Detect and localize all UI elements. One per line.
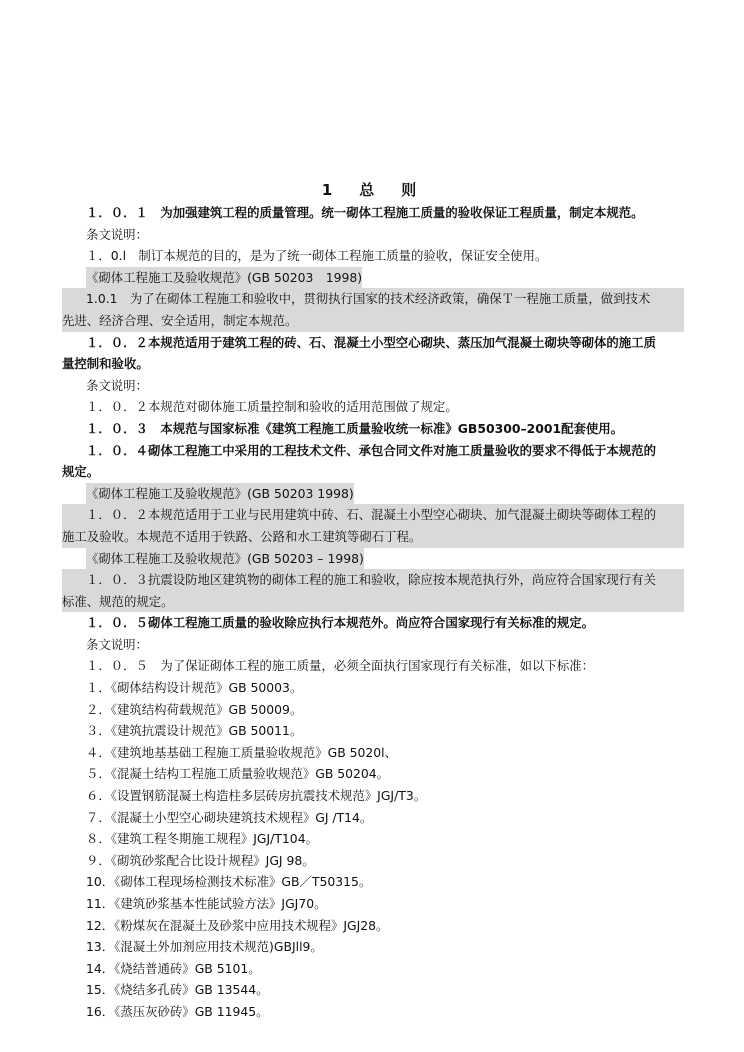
list-item: ７．《混凝土小型空心砌块建筑技术规程》GJ /T14。: [86, 809, 373, 825]
list-item: 15．《烧结多孔砖》GB 13544。: [86, 982, 269, 998]
reference-1-0-2-text-block: [62, 504, 684, 547]
section-1-0-5-heading: １．０．５砌体工程施工质量的验收除应执行本规范外。尚应符合国家现行有关标准的规定。: [86, 615, 595, 631]
section-1-0-4-heading-a: １．０．４砌体工程施工中采用的工程技术文件、承包合同文件对施工质量验收的要求不得低于本规范的: [86, 442, 656, 458]
reference-standard-1998-b: 《砌体工程施工及验收规范》(GB 50203 1998): [86, 483, 354, 505]
list-item: 10．《砌体工程现场检测技术标准》GB／T50315。: [86, 874, 372, 890]
reference-standard-1998-a: 《砌体工程施工及验收规范》(GB 50203 1998): [86, 267, 362, 289]
list-item: 12．《粉煤灰在混凝土及砂浆中应用技术规程》JGJ28。: [86, 917, 389, 933]
list-item: ４．《建筑地基基础工程施工质量验收规范》GB 5020l、: [86, 744, 398, 760]
list-item: ８．《建筑工程冬期施工规程》JGJ/T104。: [86, 831, 318, 847]
section-1-0-1-heading: １．０．１ 为加强建筑工程的质量管理。统一砌体工程施工质量的验收保证工程质量，制定本规范。: [86, 205, 644, 220]
reference-1-0-3-text-block: [62, 569, 684, 612]
reference-1-0-1-line-a: 1.0.1 为了在砌体工程施工和验收中，贯彻执行国家的技术经济政策，确保Ｔ一程施工质量，做到技术: [86, 291, 651, 307]
list-item: ９．《砌筑砂浆配合比设计规程》JGJ 98。: [86, 852, 315, 868]
commentary-1-0-2: １．０．２本规范对砌体施工质量控制和验收的适用范围做了规定。: [86, 399, 458, 415]
list-item: 13．《混凝土外加剂应用技术规范)GBJll9。: [86, 939, 323, 955]
reference-1-0-2-line-b: 施工及验收。本规范不适用于铁路、公路和水工建筑等砌石丁程。: [62, 528, 422, 544]
reference-1-0-2-line-a: １．０．２本规范适用于工业与民用建筑中砖、石、混凝土小型空心砌块、加气混凝土砌块等砌体工程的: [86, 507, 656, 523]
section-1-0-2-heading-a: １．０．２本规范适用于建筑工程的砖、石、混凝土小型空心砌块、蒸压加气混凝土砌块等砌体的施工质: [86, 334, 656, 350]
document-body: [62, 202, 684, 1023]
commentary-label: 条文说明：: [86, 226, 148, 242]
list-item: ６．《设置钢筋混凝土构造柱多层砖房抗震技术规范》JGJ/T3。: [86, 788, 427, 804]
reference-standard-1998-c: 《砌体工程施工及验收规范》(GB 50203 – 1998): [86, 548, 364, 570]
reference-1-0-1-text-block: [62, 288, 684, 331]
standards-list: [62, 677, 684, 1023]
list-item: ５．《混凝土结构工程施工质量验收规范》GB 50204。: [86, 766, 390, 782]
section-1-0-3-heading: １．０．３ 本规范与国家标准《建筑工程施工质量验收统一标准》GB50300–2001配套使用。: [86, 420, 624, 436]
commentary-1-0-5: １．０．５ 为了保证砌体工程的施工质量，必须全面执行国家现行有关标准，如以下标准：: [86, 658, 595, 674]
commentary-label: 条文说明：: [86, 636, 148, 652]
list-item: ２．《建筑结构荷载规范》GB 50009。: [86, 701, 303, 717]
section-1-0-4-heading-b: 规定。: [62, 464, 100, 480]
chapter-title: 1 总 则: [321, 181, 423, 199]
commentary-label: 条文说明：: [86, 377, 148, 393]
section-1-0-2-heading-b: 量控制和验收。: [62, 356, 149, 372]
list-item: 14．《烧结普通砖》GB 5101。: [86, 960, 261, 976]
commentary-1-0-1: １．0.l 制订本规范的目的，是为了统一砌体工程施工质量的验收，保证安全使用。: [86, 248, 548, 264]
list-item: 11．《建筑砂浆基本性能试验方法》JGJ70。: [86, 896, 327, 911]
list-item: １．《砌体结构设计规范》GB 50003。: [86, 680, 303, 696]
reference-1-0-3-line-b: 标准、规范的规定。: [62, 593, 174, 609]
list-item: ３．《建筑抗震设计规范》GB 50011。: [86, 723, 303, 739]
reference-1-0-1-line-b: 先进、经济合理、安全适用，制定本规范。: [62, 312, 298, 328]
reference-1-0-3-line-a: １．０．３抗震设防地区建筑物的砌体工程的施工和验收，除应按本规范执行外，尚应符合国家现行有关: [86, 572, 656, 588]
list-item: 16．《蒸压灰砂砖》GB 11945。: [86, 1003, 269, 1019]
